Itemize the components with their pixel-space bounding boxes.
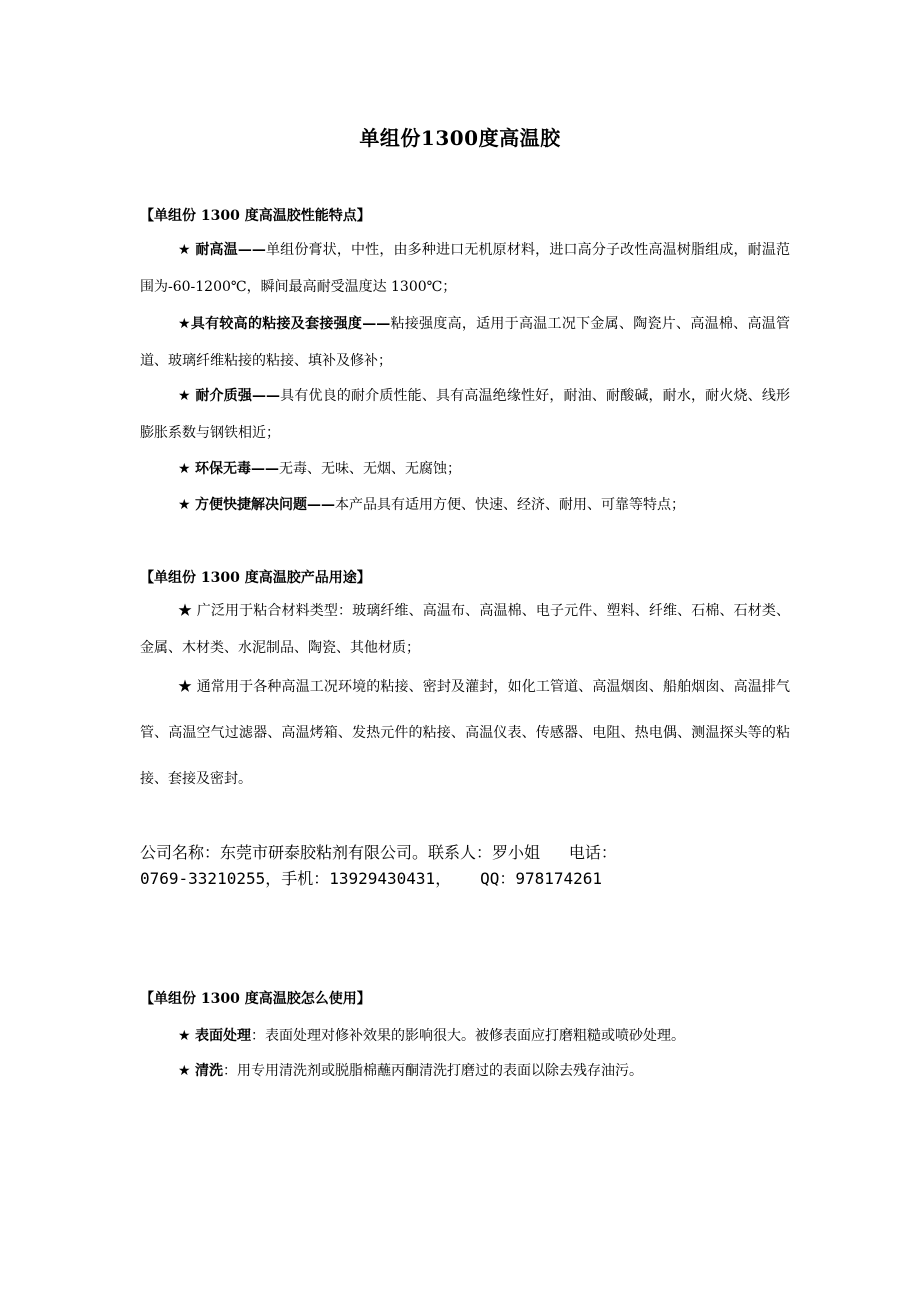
star-icon: ★ bbox=[178, 679, 193, 695]
contact-info bbox=[140, 840, 617, 892]
feature-convenient bbox=[140, 487, 790, 524]
feature-label: 具有较高的粘接及套接强度—— bbox=[190, 316, 391, 332]
feature-bond-strength bbox=[140, 306, 790, 380]
feature-text: 具有优良的耐介质性能、具有高温绝缘性好，耐油、耐酸碱，耐水，耐火烧、线形膨胀系数与钢铁相近； bbox=[140, 388, 791, 441]
feature-text: 粘接强度高，适用于高温工况下金属、陶瓷片、高温棉、高温管道、玻璃纤维粘接的粘接、填补及修补； bbox=[140, 316, 791, 369]
feature-text: 本产品具有适用方便、快速、经济、耐用、可靠等特点； bbox=[335, 497, 686, 513]
section-heading-features: 【单组份 1300 度高温胶性能特点】 bbox=[140, 208, 371, 224]
feature-label: 耐介质强—— bbox=[195, 388, 281, 404]
star-icon: ★ bbox=[178, 603, 193, 619]
feature-label: 环保无毒—— bbox=[195, 461, 280, 477]
star-icon: ★ bbox=[178, 461, 191, 477]
star-icon: ★ bbox=[178, 1063, 191, 1079]
usage-cleaning bbox=[140, 1053, 790, 1090]
star-icon: ★ bbox=[178, 242, 191, 258]
document-title: 单组份1300度高温胶 bbox=[359, 126, 561, 150]
usage-label: 清洗 bbox=[195, 1063, 224, 1079]
contact-line-phone: 0769-33210255，手机：13929430431， QQ：978174261 bbox=[140, 869, 603, 888]
feature-label: 方便快捷解决问题—— bbox=[195, 497, 336, 513]
feature-eco bbox=[140, 451, 790, 488]
section-heading-usage: 【单组份 1300 度高温胶怎么使用】 bbox=[140, 991, 371, 1007]
section-heading-uses: 【单组份 1300 度高温胶产品用途】 bbox=[140, 570, 371, 586]
usage-text: ：表面处理对修补效果的影响很大。被修表面应打磨粗糙或喷砂处理。 bbox=[251, 1028, 686, 1044]
feature-text: 无毒、无味、无烟、无腐蚀； bbox=[279, 461, 462, 477]
star-icon: ★ bbox=[178, 1028, 191, 1044]
contact-line-company: 公司名称：东莞市研泰胶粘剂有限公司。联系人：罗小姐 电话： bbox=[140, 843, 617, 862]
use-text: 通常用于各种高温工况环境的粘接、密封及灌封，如化工管道、高温烟囱、船舶烟囱、高温排气管、高温空气过滤器、高温烤箱、发热元件的粘接、高温仪表、传感器、电阻、热电偶、测温探头等的粘接、套接及密封。 bbox=[140, 679, 791, 787]
star-icon: ★ bbox=[178, 316, 191, 332]
use-applications bbox=[140, 664, 790, 802]
use-text: 广泛用于粘合材料类型：玻璃纤维、高温布、高温棉、电子元件、塑料、纤维、石棉、石材类、金属、木材类、水泥制品、陶瓷、其他材质； bbox=[140, 603, 791, 656]
star-icon: ★ bbox=[178, 497, 191, 513]
feature-text: 单组份膏状，中性，由多种进口无机原材料，进口高分子改性高温树脂组成，耐温范围为-60-1200℃，瞬间最高耐受温度达 1300℃； bbox=[140, 242, 790, 295]
star-icon: ★ bbox=[178, 388, 191, 404]
feature-label: 耐高温—— bbox=[195, 242, 266, 258]
feature-high-temp bbox=[140, 232, 790, 306]
usage-label: 表面处理 bbox=[195, 1028, 252, 1044]
use-materials bbox=[140, 593, 790, 667]
feature-media-resistance bbox=[140, 378, 790, 452]
usage-text: ：用专用清洗剂或脱脂棉蘸丙酮清洗打磨过的表面以除去残存油污。 bbox=[223, 1063, 644, 1079]
usage-surface-prep bbox=[140, 1018, 790, 1055]
